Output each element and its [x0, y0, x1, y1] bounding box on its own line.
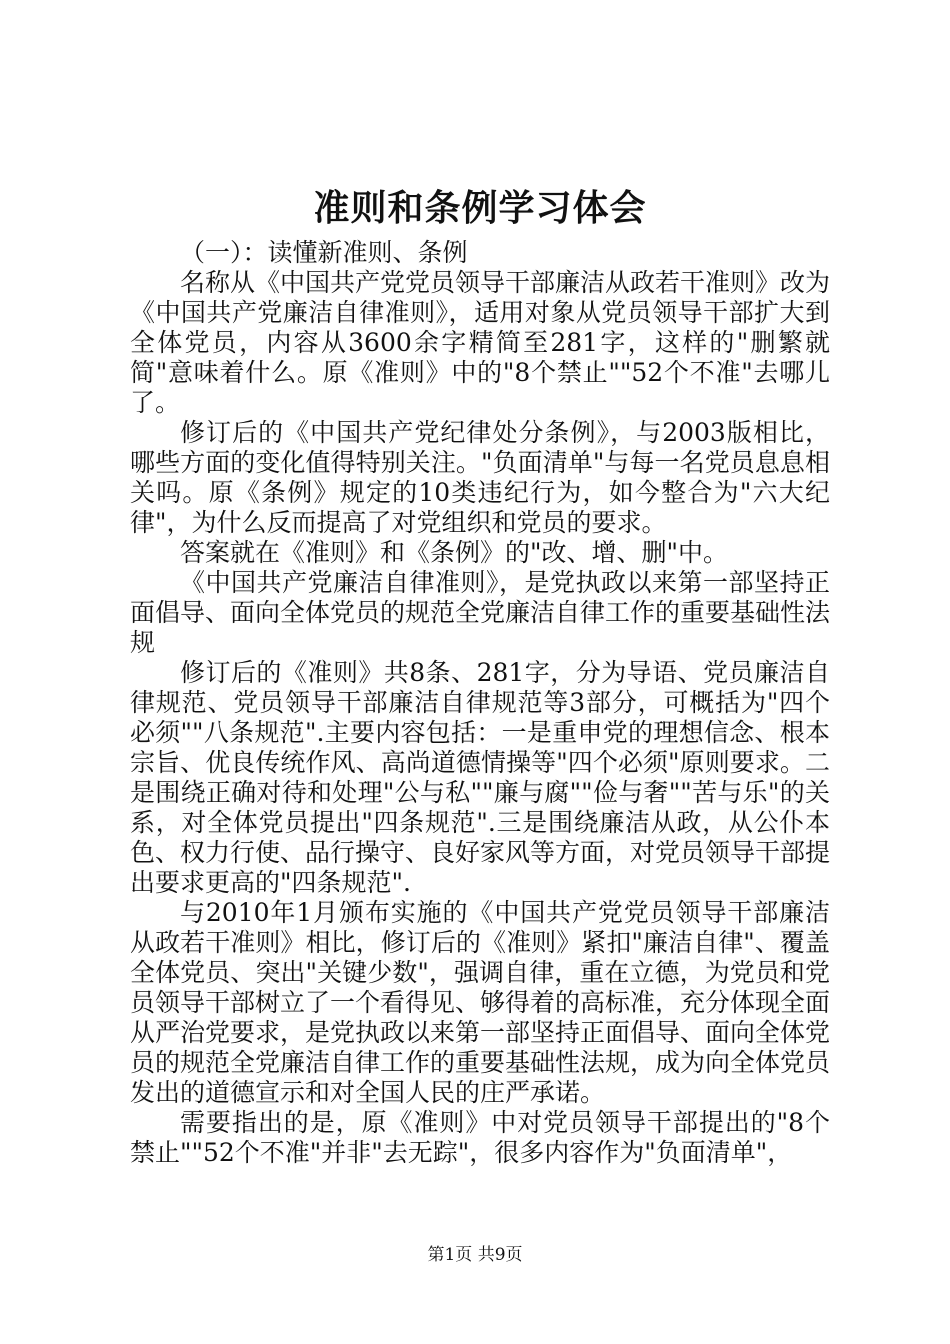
paragraph: 《中国共产党廉洁自律准则》，是党执政以来第一部坚持正面倡导、面向全体党员的规范全党廉洁自律工作的重要基础性法规	[130, 568, 831, 657]
paragraph: 答案就在《准则》和《条例》的"改、增、删"中。	[180, 538, 728, 567]
paragraph: 修订后的《中国共产党纪律处分条例》，与2003版相比，哪些方面的变化值得特别关注。"负面清单"与每一名党员息息相关吗。原《条例》规定的10类违纪行为，如今整合为"六大纪律"，为什么反而提高了对党组织和党员的要求。	[130, 418, 830, 537]
paragraph: 名称从《中国共产党党员领导干部廉洁从政若干准则》改为《中国共产党廉洁自律准则》，适用对象从党员领导干部扩大到全体党员，内容从3600余字精简至281字，这样的"删繁就简"意味着什么。原《准则》中的"8个禁止""52个不准"去哪儿了。	[130, 268, 831, 417]
paragraph: 需要指出的是，原《准则》中对党员领导干部提出的"8个禁止""52个不准"并非"去无踪"，很多内容作为"负面清单"，	[130, 1108, 830, 1167]
paragraph: 与2010年1月颁布实施的《中国共产党党员领导干部廉洁从政若干准则》相比，修订后的《准则》紧扣"廉洁自律"、覆盖全体党员、突出"关键少数"，强调自律，重在立德，为党员和党员领导干部树立了一个看得见、够得着的高标准，充分体现全面从严治党要求，是党执政以来第一部坚持正面倡导、面向全体党员的规范全党廉洁自律工作的重要基础性法规，成为向全体党员发出的道德宣示和对全国人民的庄严承诺。	[130, 898, 831, 1107]
paragraph: 修订后的《准则》共8条、281字，分为导语、党员廉洁自律规范、党员领导干部廉洁自律规范等3部分，可概括为"四个必须""八条规范".主要内容包括：一是重申党的理想信念、根本宗旨、优良传统作风、高尚道德情操等"四个必须"原则要求。二是围绕正确对待和处理"公与私""廉与腐""俭与奢""苦与乐"的关系，对全体党员提出"四条规范".三是围绕廉洁从政，从公仆本色、权力行使、品行操守、良好家风等方面，对党员领导干部提出要求更高的"四条规范".	[130, 658, 831, 897]
document-page	[130, 180, 830, 1168]
document-title: 准则和条例学习体会	[313, 187, 647, 229]
page-footer: 第1页 共9页	[427, 1245, 523, 1265]
paragraph-heading: （一）：读懂新准则、条例	[180, 238, 468, 267]
